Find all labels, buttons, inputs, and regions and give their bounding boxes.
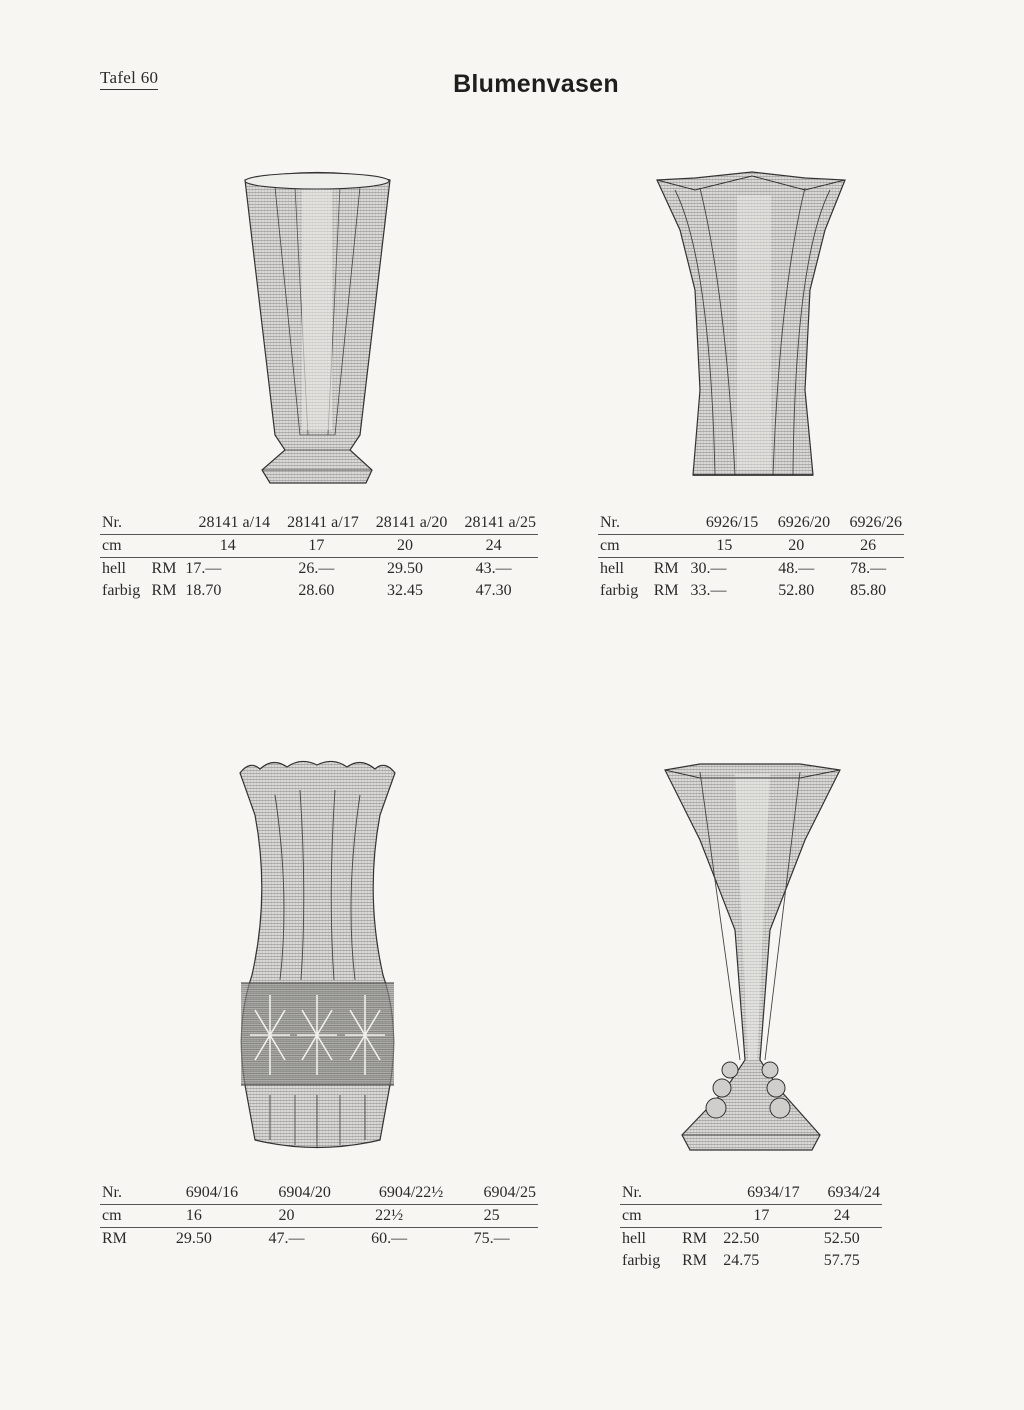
size-cm: 24 bbox=[802, 1205, 882, 1228]
variant-label: farbig bbox=[622, 1252, 661, 1269]
vase-28141a-illustration bbox=[240, 165, 395, 490]
price: 22.50 bbox=[723, 1230, 760, 1247]
table-row-cm bbox=[100, 1205, 538, 1228]
price: 52.80 bbox=[778, 582, 815, 599]
table-row-farbig bbox=[100, 580, 538, 602]
size-cm: 14 bbox=[183, 535, 272, 558]
table-row-cm bbox=[620, 1205, 882, 1228]
price: 60.— bbox=[371, 1230, 408, 1247]
item-number: 6926/15 bbox=[688, 512, 760, 535]
page-title: Blumenvasen bbox=[453, 70, 619, 98]
currency-label: RM bbox=[682, 1230, 707, 1247]
item-number: 28141 a/20 bbox=[361, 512, 450, 535]
price: 17.— bbox=[185, 560, 222, 577]
variant-label: farbig bbox=[600, 582, 639, 599]
table-row-nr bbox=[598, 512, 904, 535]
cm-label: cm bbox=[620, 1205, 680, 1228]
size-cm: 26 bbox=[832, 535, 904, 558]
plate-number: Tafel 60 bbox=[100, 68, 158, 90]
item-number: 6934/24 bbox=[802, 1182, 882, 1205]
price: 43.— bbox=[475, 560, 512, 577]
price: 48.— bbox=[778, 560, 815, 577]
price: 18.70 bbox=[185, 582, 222, 599]
item-number: 28141 a/17 bbox=[272, 512, 361, 535]
table-row-farbig bbox=[598, 580, 904, 602]
size-cm: 16 bbox=[147, 1205, 240, 1228]
size-cm: 25 bbox=[445, 1205, 538, 1228]
size-cm: 17 bbox=[721, 1205, 801, 1228]
nr-label: Nr. bbox=[620, 1182, 680, 1205]
item-number: 28141 a/25 bbox=[449, 512, 538, 535]
cm-label: cm bbox=[100, 1205, 147, 1228]
size-cm: 20 bbox=[240, 1205, 333, 1228]
price: 75.— bbox=[473, 1230, 510, 1247]
cm-label: cm bbox=[598, 535, 652, 558]
price: 78.— bbox=[850, 560, 887, 577]
size-cm: 24 bbox=[449, 535, 538, 558]
currency-label: RM bbox=[653, 560, 679, 577]
price: 85.80 bbox=[850, 582, 887, 599]
currency-label: RM bbox=[102, 1230, 127, 1247]
size-cm: 20 bbox=[361, 535, 450, 558]
item-number: 6904/20 bbox=[240, 1182, 333, 1205]
item-number: 6926/20 bbox=[760, 512, 832, 535]
variant-label: hell bbox=[600, 560, 624, 577]
nr-label: Nr. bbox=[100, 1182, 147, 1205]
variant-label: hell bbox=[102, 560, 126, 577]
size-cm: 20 bbox=[760, 535, 832, 558]
price: 47.30 bbox=[475, 582, 512, 599]
table-row-hell bbox=[100, 558, 538, 581]
cm-label: cm bbox=[100, 535, 150, 558]
currency-label: RM bbox=[653, 582, 679, 599]
table-row-hell bbox=[598, 558, 904, 581]
price: 57.75 bbox=[823, 1252, 860, 1269]
table-row-price bbox=[100, 1228, 538, 1251]
item-number: 6904/22½ bbox=[333, 1182, 445, 1205]
spec-table-28141a bbox=[100, 512, 538, 602]
item-number: 6926/26 bbox=[832, 512, 904, 535]
spec-table-6926 bbox=[598, 512, 904, 602]
table-row-cm bbox=[598, 535, 904, 558]
size-cm: 22½ bbox=[333, 1205, 445, 1228]
price: 26.— bbox=[298, 560, 335, 577]
price: 29.50 bbox=[387, 560, 424, 577]
currency-label: RM bbox=[151, 582, 177, 599]
price: 52.50 bbox=[823, 1230, 860, 1247]
size-cm: 15 bbox=[688, 535, 760, 558]
table-row-cm bbox=[100, 535, 538, 558]
price: 24.75 bbox=[723, 1252, 760, 1269]
price: 29.50 bbox=[175, 1230, 212, 1247]
nr-label: Nr. bbox=[598, 512, 652, 535]
item-number: 6904/16 bbox=[147, 1182, 240, 1205]
vase-6904-illustration bbox=[235, 755, 400, 1155]
table-row-nr bbox=[100, 512, 538, 535]
variant-label: hell bbox=[622, 1230, 646, 1247]
vase-6926-illustration bbox=[655, 170, 850, 485]
price: 47.— bbox=[268, 1230, 305, 1247]
currency-label: RM bbox=[151, 560, 177, 577]
nr-label: Nr. bbox=[100, 512, 150, 535]
item-number: 6904/25 bbox=[445, 1182, 538, 1205]
spec-table-6904 bbox=[100, 1182, 538, 1250]
currency-label: RM bbox=[682, 1252, 707, 1269]
price: 33.— bbox=[690, 582, 727, 599]
table-row-nr bbox=[100, 1182, 538, 1205]
price: 28.60 bbox=[298, 582, 335, 599]
price: 32.45 bbox=[387, 582, 424, 599]
variant-label: farbig bbox=[102, 582, 141, 599]
item-number: 28141 a/14 bbox=[183, 512, 272, 535]
price: 30.— bbox=[690, 560, 727, 577]
item-number: 6934/17 bbox=[721, 1182, 801, 1205]
table-row-hell bbox=[620, 1228, 882, 1251]
vase-6934-illustration bbox=[660, 760, 845, 1155]
table-row-nr bbox=[620, 1182, 882, 1205]
table-row-farbig bbox=[620, 1250, 882, 1272]
spec-table-6934 bbox=[620, 1182, 882, 1272]
size-cm: 17 bbox=[272, 535, 361, 558]
